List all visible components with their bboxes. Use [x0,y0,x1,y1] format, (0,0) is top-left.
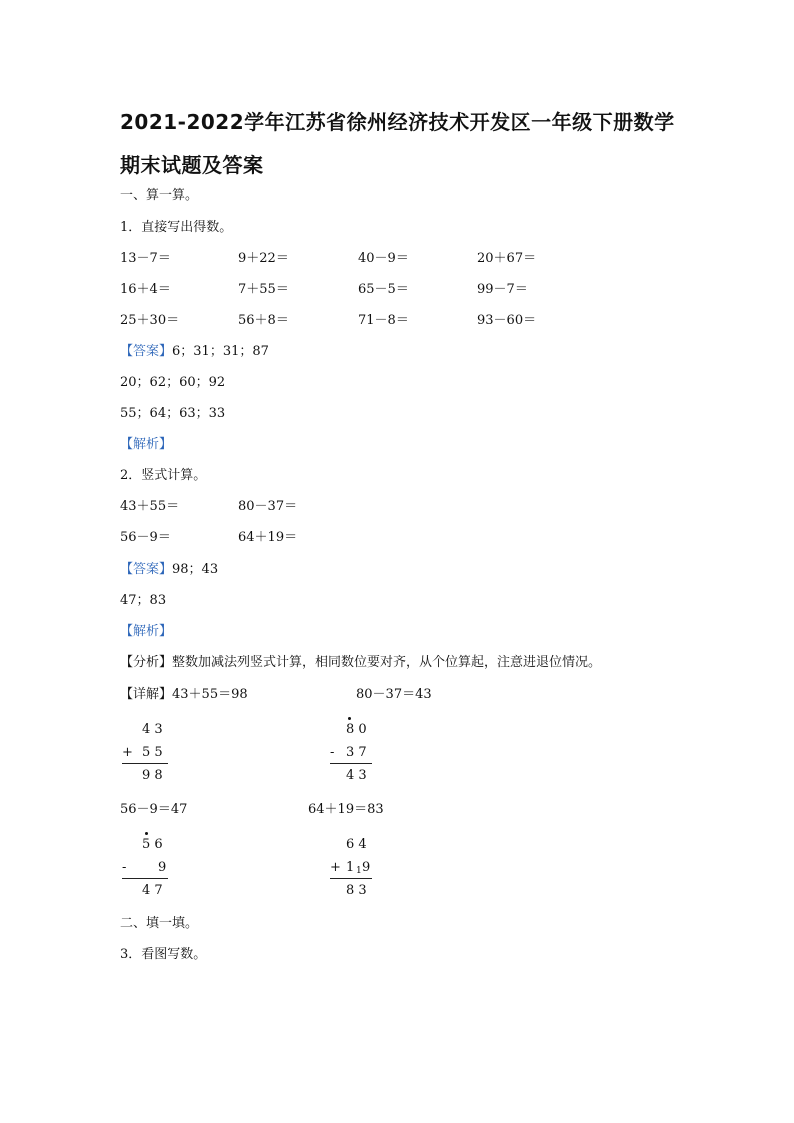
q2-expr: 43＋55＝ [120,499,180,514]
vertical-top: 6 4 [346,837,367,852]
vertical-calc-3 [122,833,182,903]
answer-text: 98；43 [172,562,219,577]
vertical-top: 4 3 [142,722,163,737]
detail-equation: 56－9＝47 [120,802,188,817]
vertical-rule [122,878,168,879]
q1-expr: 7＋55＝ [238,282,289,297]
q2-expr: 56－9＝ [120,530,171,545]
q2-expr: 64＋19＝ [238,530,298,545]
vertical-rule [330,878,372,879]
q2-expr: 80－37＝ [238,499,298,514]
vertical-bottom-ones: 9 [362,860,371,875]
carry-mark: 1 [356,866,362,876]
q1-expr: 65－5＝ [358,282,409,297]
vertical-bottom: 9 [158,860,167,875]
vertical-result: 8 3 [346,883,367,898]
vertical-result: 4 3 [346,768,367,783]
fenxi-line [120,655,601,671]
vertical-result: 9 8 [142,768,163,783]
question-2-label: 2．竖式计算。 [120,468,207,483]
borrow-dot [145,832,148,835]
answer-text: 20；62；60；92 [120,375,226,390]
vertical-result: 4 7 [142,883,163,898]
answer-text: 6；31；31；87 [172,344,269,359]
answer-tag: 【答案】 [120,344,173,359]
vertical-calc-4 [330,833,390,903]
vertical-operator: + [330,860,341,875]
detail-equation: 43＋55＝98 [172,687,248,702]
page-title-line-2: 期末试题及答案 [120,153,264,177]
vertical-top: 8 0 [346,722,367,737]
q1-expr: 16＋4＝ [120,282,171,297]
answer-text: 55；64；63；33 [120,406,226,421]
q1-expr: 99－7＝ [477,282,528,297]
q1-expr: 56＋8＝ [238,313,289,328]
detail-line [120,687,248,703]
vertical-rule [122,763,168,764]
detail-equation: 80－37＝43 [356,687,432,702]
vertical-calc-2 [330,718,390,788]
q1-expr: 25＋30＝ [120,313,180,328]
q1-expr: 40－9＝ [358,251,409,266]
q2-answer-line [120,562,218,578]
fenxi-text: 整数加减法列竖式计算，相同数位要对齐，从个位算起，注意进退位情况。 [172,655,602,670]
answer-tag: 【答案】 [120,562,173,577]
section-heading-1: 一、算一算。 [120,188,199,203]
vertical-operator: - [122,860,127,875]
q1-expr: 93－60＝ [477,313,537,328]
question-3-label: 3．看图写数。 [120,947,207,962]
q1-expr: 13－7＝ [120,251,171,266]
q1-expr: 71－8＝ [358,313,409,328]
detail-tag: 【详解】 [120,687,173,702]
vertical-operator: - [330,745,335,760]
q1-expr: 20＋67＝ [477,251,537,266]
analysis-tag: 【解析】 [120,624,173,639]
vertical-bottom-tens: 1 [346,860,355,875]
vertical-bottom: 5 5 [142,745,163,760]
q1-answer-line [120,344,269,360]
vertical-rule [330,763,372,764]
vertical-calc-1 [122,718,182,788]
answer-text: 47；83 [120,593,167,608]
vertical-bottom: 3 7 [346,745,367,760]
borrow-dot [348,717,351,720]
detail-equation: 64＋19＝83 [308,802,384,817]
analysis-tag: 【解析】 [120,437,173,452]
fenxi-tag: 【分析】 [120,655,173,670]
section-heading-2: 二、填一填。 [120,916,199,931]
vertical-top: 5 6 [142,837,163,852]
page-title-line-1: 2021-2022学年江苏省徐州经济技术开发区一年级下册数学 [120,110,675,134]
vertical-operator: + [122,745,133,760]
question-1-label: 1．直接写出得数。 [120,220,233,235]
q1-expr: 9＋22＝ [238,251,289,266]
